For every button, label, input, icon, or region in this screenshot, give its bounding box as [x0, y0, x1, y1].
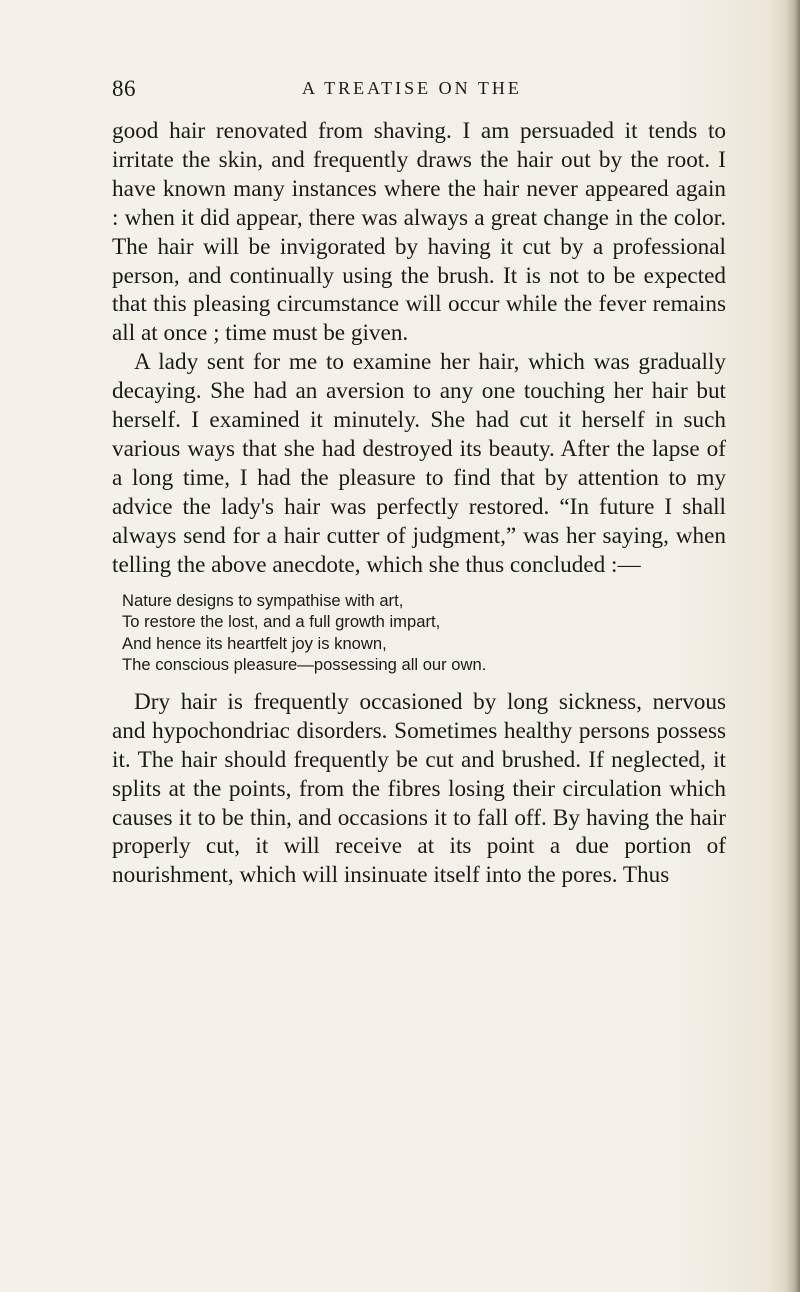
verse-line: Nature designs to sympathise with art,	[122, 590, 404, 610]
paragraph-dry-hair: Dry hair is frequently occasioned by long sickness, nervous and hypochondriac disorders. Sometimes healthy persons possess it. The hair should frequently be cut and brushed. If neglected, it splits at the points, from the fibres losing their circulation which causes it to be thin, and occasions it to fall off. By having the hair properly cut, it will receive at its point a due portion of nourishment, which will insinuate itself into the pores. Thus	[112, 688, 726, 889]
verse-line: The conscious pleasure—possessing all our own.	[122, 655, 487, 675]
verse-line: To restore the lost, and a full growth impart,	[122, 612, 441, 632]
verse-quote	[112, 590, 726, 676]
page-number: 86	[112, 76, 136, 101]
page-edge-shadow	[786, 0, 800, 1292]
paragraph-lady-anecdote: A lady sent for me to examine her hair, which was gradually decaying. She had an aversion to any one touching her hair but herself. I examined it minutely. She had cut it herself in such various ways that she had destroyed its beauty. After the lapse of a long time, I had the pleasure to find that by attention to my advice the lady's hair was perfectly restored. “In future I shall always send for a hair cutter of judgment,” was her saying, when telling the above anecdote, which she thus concluded :—	[112, 349, 726, 578]
page-header	[112, 68, 732, 108]
paragraph-shaving: good hair renovated from shaving. I am persuaded it tends to irritate the skin, and frequently draws the hair out by the root. I have known many instances where the hair never appeared again : when it did appear, there was always a great change in the color. The hair will be invigorated by having it cut by a professional person, and continually using the brush. It is not to be expected that this pleasing circumstance will occur while the fever remains all at once ; time must be given.	[112, 118, 726, 347]
verse-line: And hence its heartfelt joy is known,	[122, 633, 387, 653]
body-text	[112, 117, 726, 890]
running-head: A TREATISE ON THE	[302, 78, 522, 98]
